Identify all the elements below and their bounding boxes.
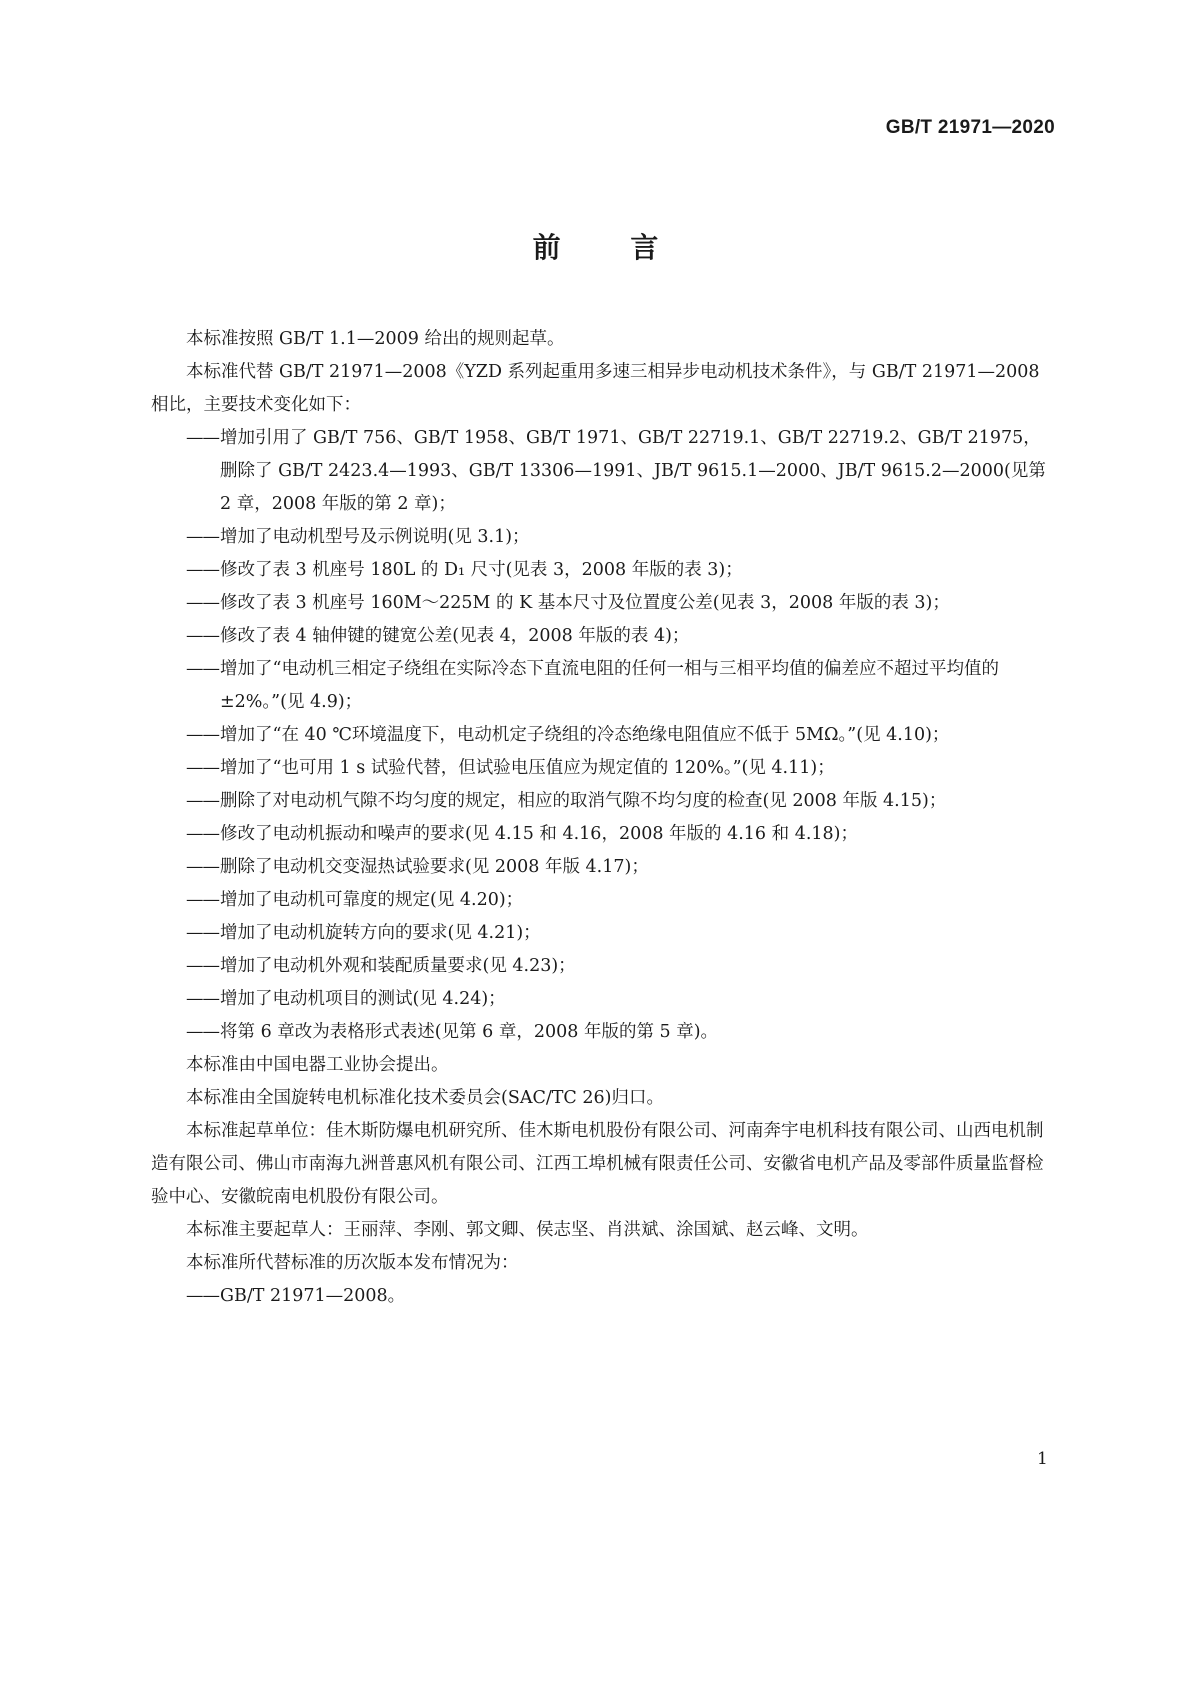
em-dash: —— <box>186 1286 219 1306</box>
list-item-text: GB/T 21971—2008。 <box>220 1286 406 1306</box>
list-item-text: 将第 6 章改为表格形式表述(见第 6 章，2008 年版的第 5 章)。 <box>220 1022 719 1042</box>
list-item-text: 删除了对电动机气隙不均匀度的规定，相应的取消气隙不均匀度的检查(见 2008 年版 4.15)； <box>220 791 947 811</box>
page-title: 前 言 <box>532 231 689 264</box>
list-item <box>151 983 1057 1016</box>
paragraph: 本标准起草单位：佳木斯防爆电机研究所、佳木斯电机股份有限公司、河南奔宇电机科技有限公司、山西电机制造有限公司、佛山市南海九洲普惠风机有限公司、江西工埠机械有限责任公司、安徽省电机产品及零部件质量监督检验中心、安徽皖南电机股份有限公司。 <box>151 1121 1044 1207</box>
list-item <box>151 785 1057 818</box>
list-item-text: 增加了电动机外观和装配质量要求(见 4.23)； <box>220 956 576 976</box>
em-dash: —— <box>186 1022 219 1042</box>
page-number: 1 <box>1037 1449 1048 1469</box>
em-dash: —— <box>186 626 219 646</box>
em-dash: —— <box>186 428 219 448</box>
em-dash: —— <box>186 824 219 844</box>
em-dash: —— <box>186 791 219 811</box>
em-dash: —— <box>186 725 219 745</box>
list-item <box>151 950 1057 983</box>
standard-number: GB/T 21971—2020 <box>885 117 1055 138</box>
paragraph: 本标准由全国旋转电机标准化技术委员会(SAC/TC 26)归口。 <box>186 1088 664 1108</box>
list-item-text: 增加了电动机型号及示例说明(见 3.1)； <box>220 527 530 547</box>
list-item-text: 修改了表 3 机座号 160M～225M 的 K 基本尺寸及位置度公差(见表 3，2008 年版的表 3)； <box>220 593 950 613</box>
list-item-text: 增加了电动机项目的测试(见 4.24)； <box>220 989 506 1009</box>
list-item <box>151 587 1057 620</box>
paragraph: 本标准主要起草人：王丽萍、李刚、郭文卿、侯志坚、肖洪斌、涂国斌、赵云峰、文明。 <box>186 1220 869 1240</box>
em-dash: —— <box>186 659 219 679</box>
list-item <box>151 1016 1057 1049</box>
list-item-text: 删除了电动机交变湿热试验要求(见 2008 年版 4.17)； <box>220 857 649 877</box>
list-item-text: 增加引用了 GB/T 756、GB/T 1958、GB/T 1971、GB/T 22719.1、GB/T 22719.2、GB/T 21975，删除了 GB/T 2423.4—1993、GB/T 13306—1991、JB/T 9615.1—2000、JB/T 9615.2—2000(见第 2 章，2008 年版的第 2 章)； <box>220 428 1046 514</box>
em-dash: —— <box>186 560 219 580</box>
list-item-text: 增加了“也可用 1 s 试验代替，但试验电压值应为规定值的 120%。”(见 4.11)； <box>220 758 835 778</box>
list-item <box>151 818 1057 851</box>
em-dash: —— <box>186 527 219 547</box>
list-item <box>151 719 1057 752</box>
list-item-text: 修改了电动机振动和噪声的要求(见 4.15 和 4.16，2008 年版的 4.16 和 4.18)； <box>220 824 858 844</box>
em-dash: —— <box>186 593 219 613</box>
paragraph: 本标准按照 GB/T 1.1—2009 给出的规则起草。 <box>186 329 565 349</box>
em-dash: —— <box>186 989 219 1009</box>
document-body <box>151 323 1057 1313</box>
em-dash: —— <box>186 857 219 877</box>
list-item <box>151 851 1057 884</box>
list-item <box>151 1280 1057 1313</box>
list-item-text: 修改了表 4 轴伸键的键宽公差(见表 4，2008 年版的表 4)； <box>220 626 690 646</box>
em-dash: —— <box>186 956 219 976</box>
list-item <box>151 917 1057 950</box>
list-item <box>151 422 1057 521</box>
paragraph: 本标准代替 GB/T 21971—2008《YZD 系列起重用多速三相异步电动机技术条件》，与 GB/T 21971—2008 相比，主要技术变化如下： <box>151 362 1040 415</box>
list-item-text: 增加了电动机旋转方向的要求(见 4.21)； <box>220 923 541 943</box>
paragraph: 本标准由中国电器工业协会提出。 <box>186 1055 449 1075</box>
list-item-text: 增加了“在 40 ℃环境温度下，电动机定子绕组的冷态绝缘电阻值应不低于 5MΩ。”(见 4.10)； <box>220 725 950 745</box>
em-dash: —— <box>186 923 219 943</box>
list-item <box>151 752 1057 785</box>
em-dash: —— <box>186 890 219 910</box>
em-dash: —— <box>186 758 219 778</box>
list-item <box>151 554 1057 587</box>
list-item <box>151 620 1057 653</box>
list-item-text: 修改了表 3 机座号 180L 的 D₁ 尺寸(见表 3，2008 年版的表 3)； <box>220 560 743 580</box>
list-item <box>151 653 1057 719</box>
list-item <box>151 521 1057 554</box>
list-item-text: 增加了电动机可靠度的规定(见 4.20)； <box>220 890 524 910</box>
list-item <box>151 884 1057 917</box>
paragraph: 本标准所代替标准的历次版本发布情况为： <box>186 1253 519 1273</box>
list-item-text: 增加了“电动机三相定子绕组在实际冷态下直流电阻的任何一相与三相平均值的偏差应不超过平均值的±2%。”(见 4.9)； <box>220 659 999 712</box>
